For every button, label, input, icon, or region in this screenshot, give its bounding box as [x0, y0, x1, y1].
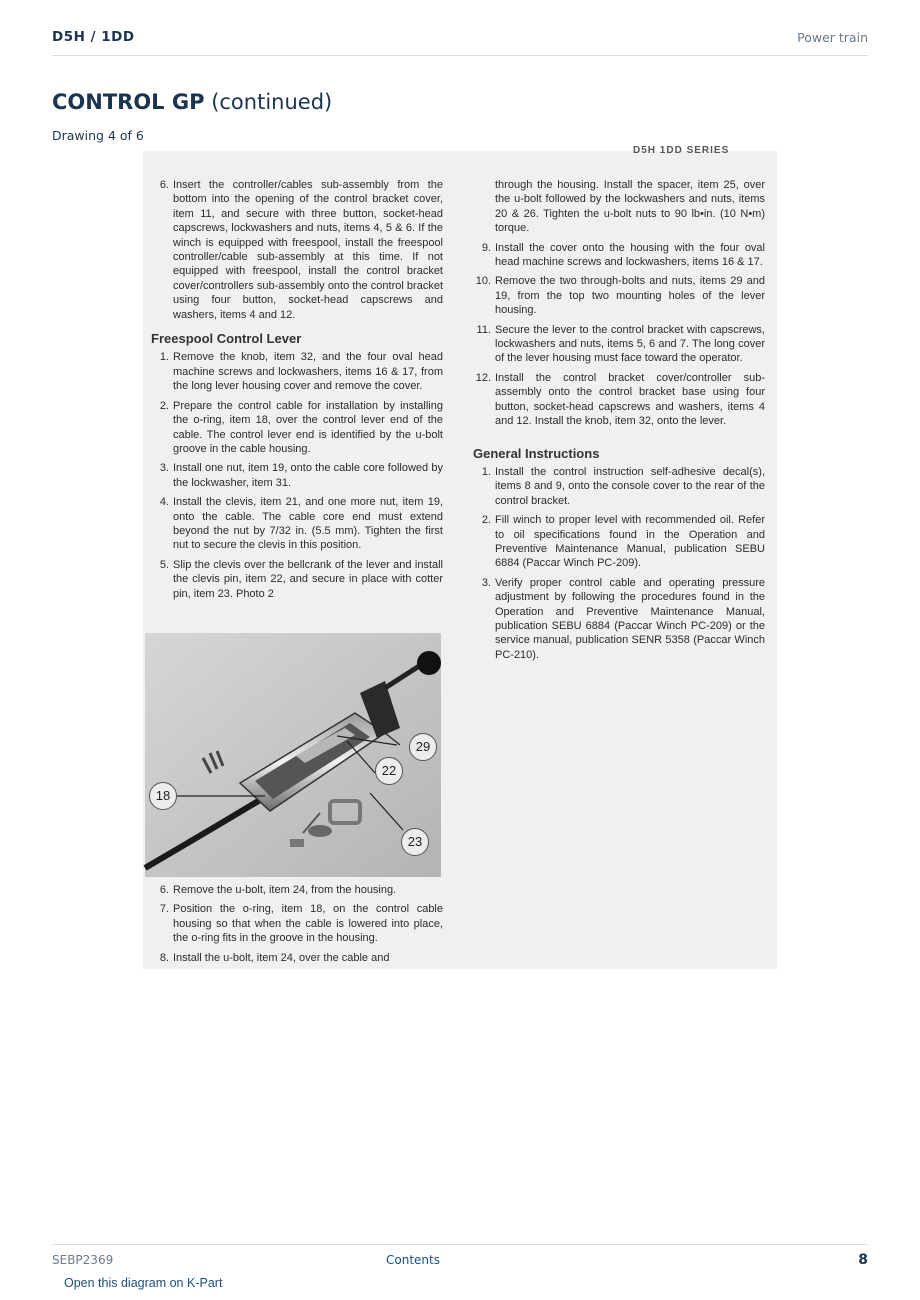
step-number: 3.	[159, 462, 169, 475]
step-number: 7.	[159, 903, 169, 916]
step-text: Install the cover onto the housing with the four oval head machine screws and lockwashers, items 16 & 17.	[495, 241, 765, 269]
step-number: 9.	[481, 241, 491, 254]
step-number: 2.	[481, 514, 491, 527]
list-item	[473, 576, 765, 662]
contents-link[interactable]: Contents	[386, 1253, 440, 1267]
page-title-bold: CONTROL GP	[52, 90, 205, 114]
scanned-page	[143, 145, 777, 969]
list-item	[473, 323, 765, 366]
step-number: 1.	[481, 465, 491, 478]
list-item	[151, 951, 443, 965]
step-8-continuation: through the housing. Install the spacer, item 25, over the u-bolt followed by the lockwashers and nuts, items 20 & 26. Tighten the u-bolt nuts to 90 lb•in. (10 N•m) torque.	[495, 179, 765, 235]
list-item	[473, 371, 765, 429]
step-text: Install one nut, item 19, onto the cable core followed by the lockwasher, item 31.	[173, 462, 443, 489]
step-6	[151, 178, 443, 322]
open-diagram-link[interactable]: Open this diagram on K-Part	[64, 1276, 223, 1290]
page-number: 8	[858, 1252, 868, 1268]
step-text: Install the control bracket cover/controller sub-assembly onto the control bracket base using four button, socket-head capscrews and washers, items 4 and 12. Install the knob, item 32, onto the lever.	[495, 371, 765, 428]
step-number: 2.	[159, 399, 169, 412]
right-column	[473, 178, 765, 667]
header-model: D5H / 1DD	[52, 29, 135, 45]
step-text: Secure the lever to the control bracket with capscrews, lockwashers and nuts, items 5, 6 and 7. The long cover of the lever housing must face toward the operator.	[495, 323, 765, 365]
callout-23: 23	[401, 828, 429, 856]
list-item	[151, 902, 443, 945]
scan-top-fragment: D5H 1DD SERIES	[633, 145, 730, 156]
step-number: 6.	[159, 179, 169, 191]
header-divider	[52, 55, 868, 56]
drawing-subtitle: Drawing 4 of 6	[52, 128, 144, 143]
header-section: Power train	[797, 30, 868, 45]
step-number: 8.	[159, 951, 169, 964]
page-title	[52, 90, 332, 114]
step-text: Position the o-ring, item 18, on the control cable housing so that when the cable is lowered into place, the o-ring fits in the groove in the housing.	[173, 903, 443, 945]
step-text: Remove the two through-bolts and nuts, items 29 and 19, from the top two mounting holes of the lever housing.	[495, 275, 765, 317]
freespool-heading: Freespool Control Lever	[151, 331, 302, 347]
general-instructions-heading: General Instructions	[473, 445, 600, 461]
callout-18: 18	[149, 782, 177, 810]
photo-2	[145, 633, 441, 877]
list-item	[151, 399, 443, 457]
callout-22: 22	[375, 757, 403, 785]
step-number: 10.	[475, 275, 491, 288]
list-item	[151, 461, 443, 490]
step-text: Slip the clevis over the bellcrank of the lever and install the clevis pin, item 22, and secure in place with cotter pin, item 23. Photo 2	[173, 558, 443, 600]
step-text: Insert the controller/cables sub-assembly from the bottom into the opening of the control bracket cover, item 11, and secure with three button, socket-head capscrews, lockwashers and nuts, items 4, 5 & 6. If the winch is equipped with freespool, install the freespool controller/cable sub-assembly at this time. If not equipped with freespool, install the control bracket cover/controllers sub-assembly onto the control bracket using four button, socket-head capscrews and washers, items 4 and 12.	[173, 179, 443, 321]
step-text: Install the u-bolt, item 24, over the cable and	[173, 951, 390, 964]
list-item	[151, 883, 443, 897]
step-text: Install the clevis, item 21, and one more nut, item 19, onto the cable. The cable core end must extend beyond the nut by 7/32 in. (5.5 mm). Tighten the first nut to secure the clevis in this position.	[173, 496, 443, 552]
list-item	[151, 350, 443, 393]
list-item	[473, 274, 765, 317]
list-item	[151, 558, 443, 601]
step-number: 11.	[476, 323, 491, 336]
step-text: Remove the knob, item 32, and the four oval head machine screws and lockwashers, items 16 & 17, from the long lever housing cover and remove the cover.	[173, 351, 443, 393]
left-column-bottom	[151, 883, 443, 970]
step-number: 6.	[159, 884, 169, 896]
left-column	[151, 178, 443, 606]
list-item	[473, 241, 765, 270]
footer-doc-id: SEBP2369	[52, 1253, 114, 1267]
step-number: 4.	[159, 496, 169, 509]
list-item	[473, 513, 765, 571]
step-text: Verify proper control cable and operating pressure adjustment by following the procedures found in the Operation and Preventive Maintenance Manual, publication SEBU 6884 (Paccar Winch PC-209) or the service manual, publication SENR 5358 (Paccar Winch PC-210).	[495, 576, 765, 661]
list-item	[473, 465, 765, 508]
step-text: Remove the u-bolt, item 24, from the housing.	[173, 884, 397, 896]
step-number: 3.	[481, 576, 491, 589]
step-number: 1.	[159, 351, 169, 364]
step-text: Fill winch to proper level with recommended oil. Refer to oil specifications found in the Operation and Preventive Maintenance Manual, publication SEBU 6884 (Paccar Winch PC-209).	[495, 514, 765, 570]
lever-assembly-illustration	[145, 633, 441, 877]
step-text: Install the control instruction self-adhesive decal(s), items 8 and 9, onto the console cover to the rear of the control bracket.	[495, 465, 765, 507]
step-number: 5.	[159, 558, 169, 571]
callout-29: 29	[409, 733, 437, 761]
footer-divider	[52, 1244, 868, 1245]
step-number: 12.	[475, 371, 491, 384]
list-item	[151, 495, 443, 553]
step-text: Prepare the control cable for installation by installing the o-ring, item 18, over the control lever end of the cable. The control lever end is identified by the u-bolt groove in the cable housing.	[173, 399, 443, 455]
page-title-rest: (continued)	[204, 90, 333, 114]
